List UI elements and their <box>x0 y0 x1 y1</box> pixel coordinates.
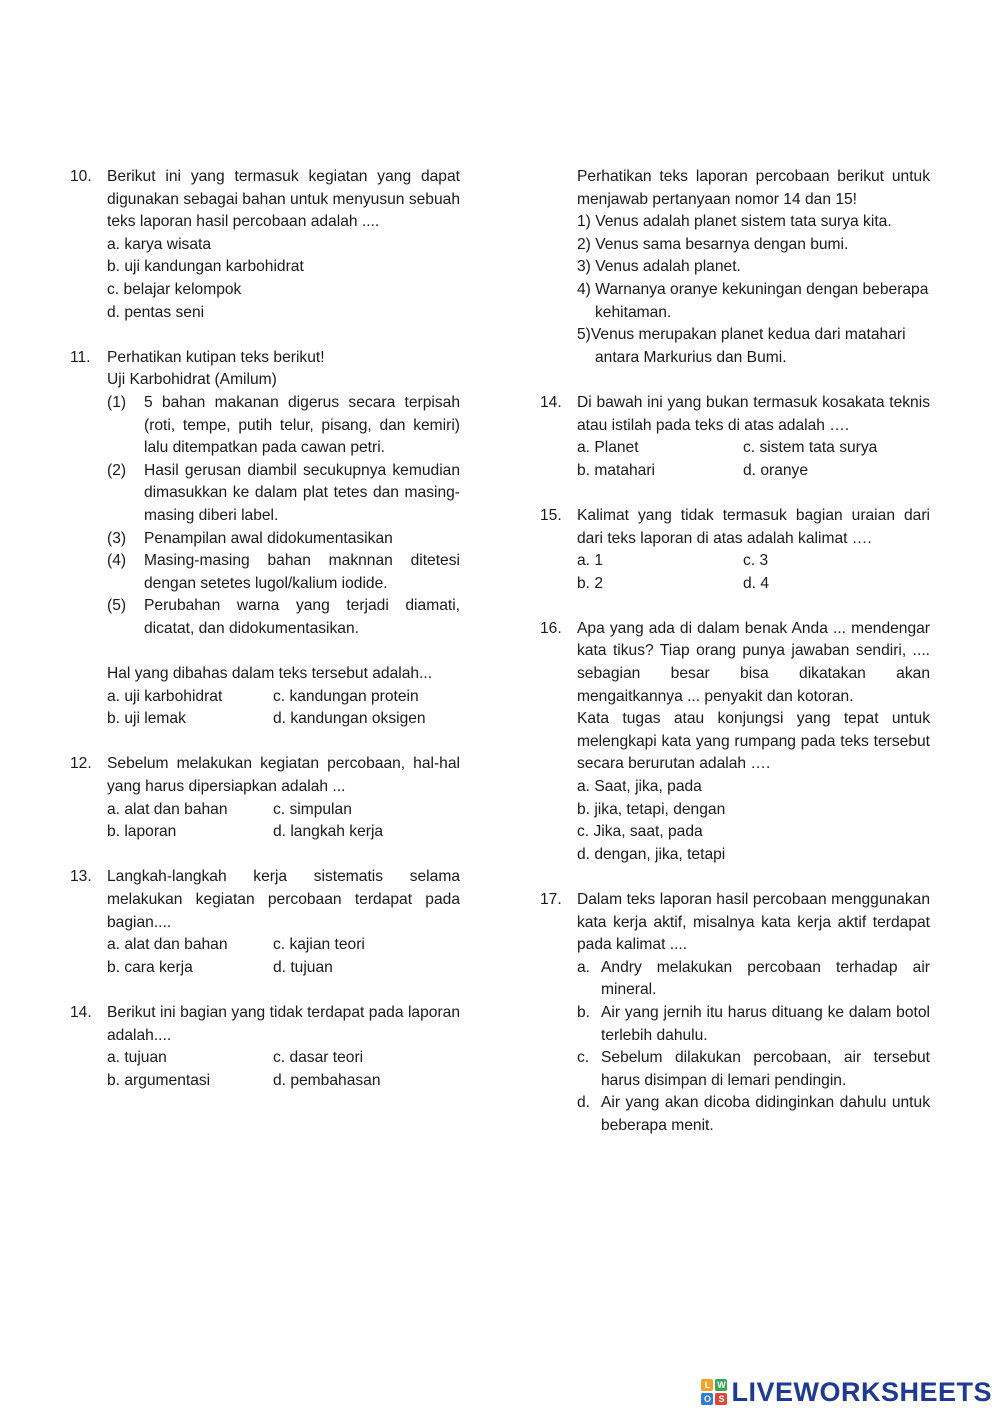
excerpt-step <box>107 528 460 551</box>
option[interactable]: c. dasar teori <box>273 1049 364 1067</box>
passage-intro: Perhatikan teks laporan percobaan berikut untuk menjawab pertanyaan nomor 14 dan 15! <box>577 168 930 208</box>
option[interactable] <box>577 957 930 1002</box>
step-text: 5 bahan makanan digerus secara terpisah (roti, tempe, putih telur, pisang, dan kemiri) lalu ditempatkan pada cawan petri. <box>144 393 460 457</box>
option[interactable]: c. kandungan protein <box>273 687 419 705</box>
option-text: Sebelum dilakukan percobaan, air tersebut harus disimpan di lemari pendingin. <box>601 1049 930 1089</box>
option[interactable]: c. sistem tata surya <box>743 439 878 457</box>
option[interactable]: d. pembahasan <box>273 1071 381 1089</box>
question-text: Berikut ini yang termasuk kegiatan yang dapat digunakan sebagai bahan untuk menyusun sebuah teks laporan hasil percobaan adalah .... <box>107 168 460 231</box>
step-text: Penampilan awal didokumentasikan <box>144 529 393 547</box>
logo-tile: W <box>717 1380 726 1390</box>
logo-tile: S <box>715 1393 727 1405</box>
option[interactable]: b. matahari <box>577 461 656 479</box>
option[interactable]: a. alat dan bahan <box>107 800 228 818</box>
option[interactable]: d. langkah kerja <box>273 823 384 841</box>
question-number: 10. <box>70 168 92 185</box>
option[interactable]: a. Planet <box>577 439 639 457</box>
option[interactable]: c. kajian teori <box>273 936 365 954</box>
question-intro: Perhatikan kutipan teks berikut! <box>107 348 325 366</box>
option[interactable]: b. cara kerja <box>107 958 193 976</box>
option[interactable]: c. belajar kelompok <box>107 280 242 298</box>
question-16 <box>540 618 930 867</box>
logo-icon <box>701 1379 727 1405</box>
option[interactable]: c. Jika, saat, pada <box>577 823 703 841</box>
passage-line: 2) Venus sama besarnya dengan bumi. <box>577 235 849 253</box>
option[interactable]: c. simpulan <box>273 800 352 818</box>
option-letter: c. <box>577 1049 590 1067</box>
step-text: Perubahan warna yang terjadi diamati, dicatat, dan didokumentasikan. <box>144 597 460 637</box>
right-column <box>540 166 930 1138</box>
option[interactable]: b. jika, tetapi, dengan <box>577 800 726 818</box>
step-text: Hasil gerusan diambil secukupnya kemudian dimasukkan ke dalam plat tetes dan masing-masing diberi label. <box>144 461 460 524</box>
question-text: Di bawah ini yang bukan termasuk kosakata teknis atau istilah pada teks di atas adalah …. <box>577 393 930 434</box>
step-number: (4) <box>107 552 127 570</box>
option[interactable]: d. pentas seni <box>107 303 205 321</box>
option-grid <box>577 550 930 595</box>
option[interactable] <box>577 1092 930 1137</box>
option-grid <box>577 437 930 482</box>
option[interactable]: a. tujuan <box>107 1049 167 1067</box>
option[interactable]: d. dengan, jika, tetapi <box>577 845 726 863</box>
question-text: Berikut ini bagian yang tidak terdapat pada laporan adalah.... <box>107 1003 460 1044</box>
step-number: (1) <box>107 393 127 411</box>
question-number: 16. <box>540 619 562 637</box>
logo-tile: L <box>701 1379 713 1391</box>
option[interactable]: b. 2 <box>577 574 604 592</box>
left-column <box>70 166 460 1092</box>
option[interactable]: b. laporan <box>107 823 177 841</box>
option-text: Air yang akan dicoba didinginkan dahulu untuk beberapa menit. <box>601 1094 930 1134</box>
question-text: Apa yang ada di dalam benak Anda ... mendengar kata tikus? Tiap orang punya jawaban sendiri, .... sebagian besar bisa dikatakan akan mengaitkannya ... penyakit dan kotoran. <box>577 619 930 705</box>
question-text: Sebelum melakukan kegiatan percobaan, hal-hal yang harus dipersiapkan adalah ... <box>107 755 460 796</box>
passage-line: 3) Venus adalah planet. <box>577 258 741 276</box>
question-text: Hal yang dibahas dalam teks tersebut adalah... <box>107 665 433 683</box>
option-letter: a. <box>577 958 591 976</box>
question-10 <box>70 166 460 324</box>
option[interactable]: a. uji karbohidrat <box>107 687 223 705</box>
question-14-left <box>70 1002 460 1092</box>
question-number: 15. <box>540 506 562 524</box>
excerpt-step <box>107 460 460 528</box>
option[interactable]: d. tujuan <box>273 958 333 976</box>
liveworksheets-logo <box>701 1377 992 1407</box>
option[interactable]: b. uji lemak <box>107 710 186 728</box>
question-text: Langkah-langkah kerja sistematis selama melakukan kegiatan percobaan terdapat pada bagian.... <box>107 868 460 931</box>
option-letter: d. <box>577 1094 591 1112</box>
excerpt-step <box>107 392 460 460</box>
question-12 <box>70 753 460 843</box>
option[interactable]: d. 4 <box>743 574 770 592</box>
option[interactable] <box>577 1047 930 1092</box>
option-grid <box>107 686 460 731</box>
option[interactable]: a. 1 <box>577 552 604 570</box>
question-number: 11. <box>70 348 91 366</box>
option[interactable]: a. karya wisata <box>107 235 212 253</box>
question-number: 13. <box>70 868 92 886</box>
logo-text: LIVEWORKSHEETS <box>731 1376 992 1407</box>
step-number: (3) <box>107 529 127 547</box>
excerpt-step <box>107 550 460 595</box>
step-number: (5) <box>107 597 127 615</box>
option[interactable]: a. alat dan bahan <box>107 936 228 954</box>
option[interactable]: b. uji kandungan karbohidrat <box>107 258 304 276</box>
question-11 <box>70 347 460 731</box>
option-grid <box>107 934 460 979</box>
option-grid <box>107 1047 460 1092</box>
step-number: (2) <box>107 461 127 479</box>
question-13 <box>70 866 460 979</box>
question-number: 14. <box>540 393 562 411</box>
question-text: Dalam teks laporan hasil percobaan menggunakan kata kerja aktif, misalnya kata kerja aktif terdapat pada kalimat .... <box>577 891 930 954</box>
question-15 <box>540 505 930 595</box>
option-text: Andry melakukan percobaan terhadap air mineral. <box>601 958 930 999</box>
option-text: Air yang jernih itu harus dituang ke dalam botol terlebih dahulu. <box>601 1003 930 1044</box>
option-grid <box>107 799 460 844</box>
passage-line: 1) Venus adalah planet sistem tata surya kita. <box>577 213 892 231</box>
option[interactable]: a. Saat, jika, pada <box>577 778 702 796</box>
option-letter: b. <box>577 1003 591 1021</box>
question-number: 14. <box>70 1003 92 1021</box>
passage <box>540 166 930 369</box>
option[interactable] <box>577 1002 930 1047</box>
question-14-right <box>540 392 930 482</box>
step-text: Masing-masing bahan maknnan ditetesi dengan setetes lugol/kalium iodide. <box>144 552 460 592</box>
option[interactable]: b. argumentasi <box>107 1071 211 1089</box>
passage-line: 4) Warnanya oranye kekuningan dengan beberapa kehitaman. <box>577 280 929 321</box>
option[interactable]: d. kandungan oksigen <box>273 710 426 728</box>
passage-line: 5)Venus merupakan planet kedua dari matahari antara Markurius dan Bumi. <box>577 326 906 366</box>
question-number: 12. <box>70 755 92 773</box>
logo-tile: O <box>701 1393 713 1405</box>
excerpt-title: Uji Karbohidrat (Amilum) <box>107 371 277 389</box>
question-text: Kalimat yang tidak termasuk bagian uraian dari dari teks laporan di atas adalah kalimat …. <box>577 506 930 547</box>
question-17 <box>540 889 930 1138</box>
excerpt-step <box>107 595 460 640</box>
question-instruction: Kata tugas atau konjungsi yang tepat untuk melengkapi kata yang rumpang pada teks tersebut secara berurutan adalah …. <box>577 710 930 773</box>
option[interactable]: d. oranye <box>743 461 809 479</box>
question-number: 17. <box>540 891 562 908</box>
option[interactable]: c. 3 <box>743 552 769 570</box>
